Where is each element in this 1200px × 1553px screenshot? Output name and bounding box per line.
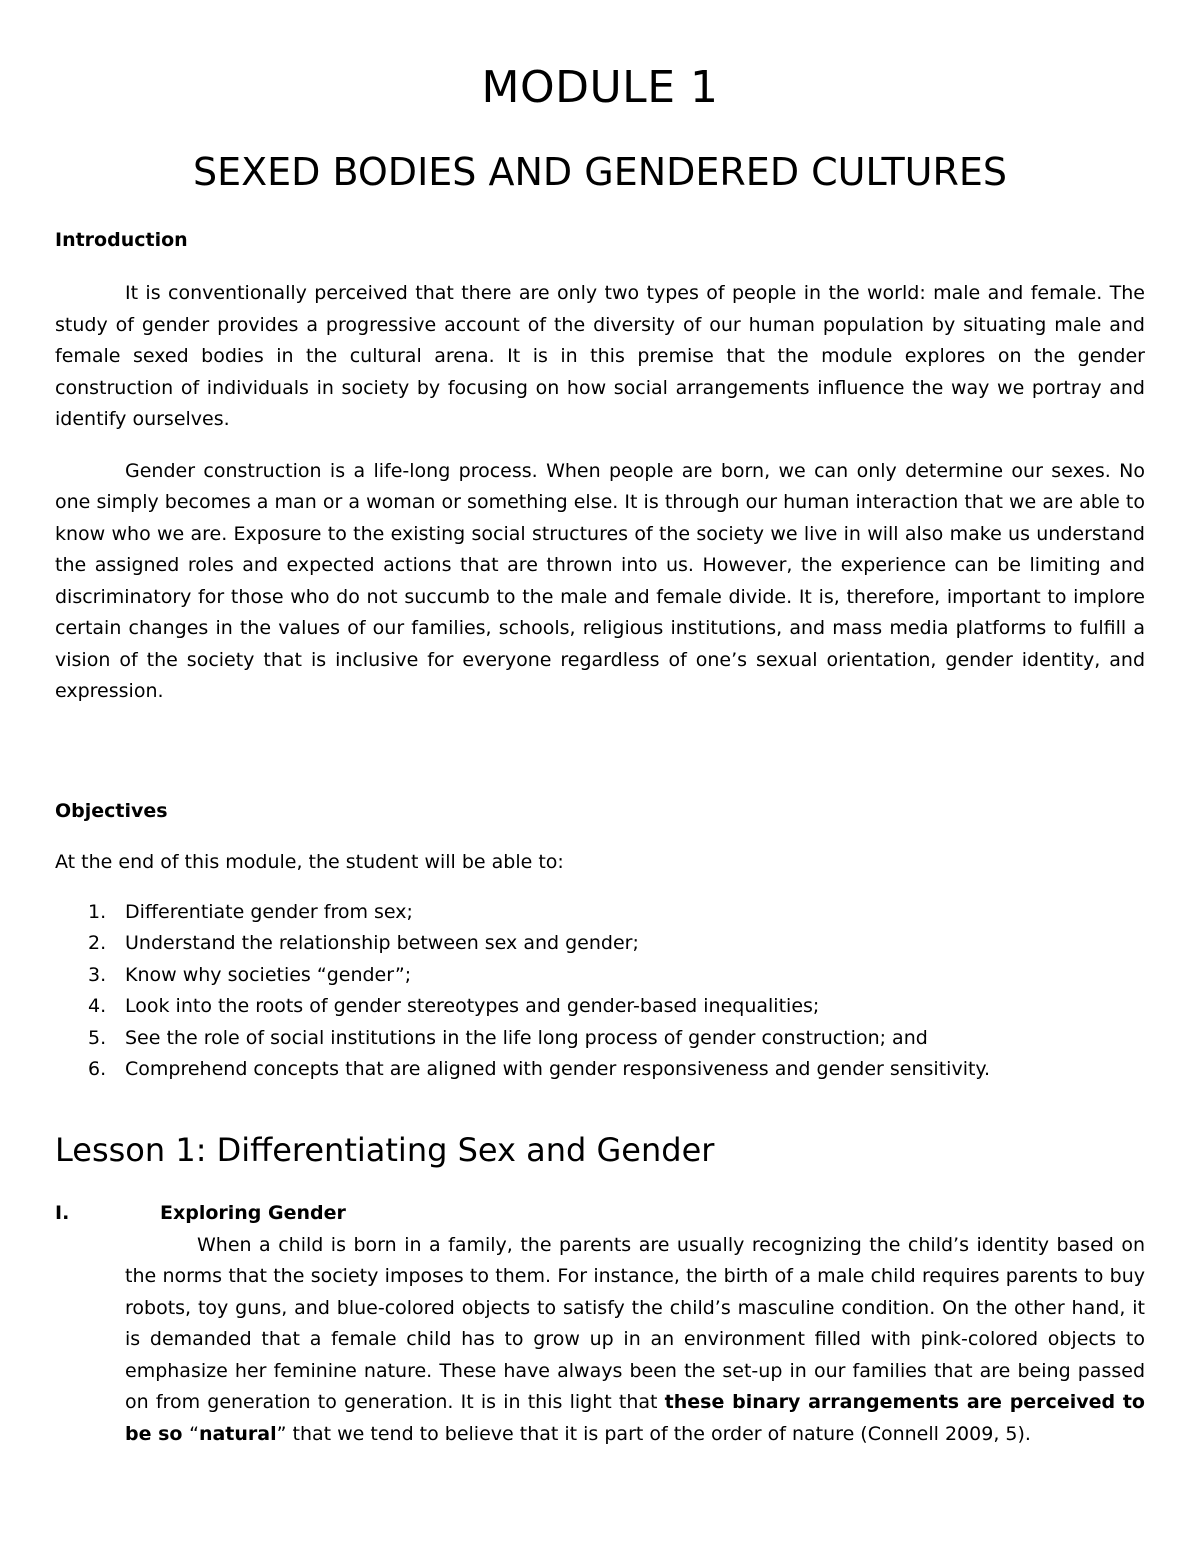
objective-number: 6.	[88, 1058, 107, 1080]
document-page	[55, 60, 1145, 1450]
lesson-section-title: Exploring Gender	[160, 1201, 346, 1224]
lesson-section-number: I.	[55, 1201, 70, 1224]
introduction-heading: Introduction	[55, 229, 188, 251]
objective-number: 3.	[88, 963, 107, 986]
objectives-lead: At the end of this module, the student will be able to:	[55, 850, 564, 873]
lesson-paragraph-quote-close: ”	[276, 1422, 287, 1445]
module-subtitle: SEXED BODIES AND GENDERED CULTURES	[192, 150, 1007, 194]
lesson-paragraph-bold-2: natural	[198, 1422, 277, 1445]
objective-number: 5.	[88, 1026, 107, 1049]
objective-text: Differentiate gender from sex;	[125, 900, 413, 923]
objective-item	[55, 1054, 1145, 1086]
objective-number: 4.	[88, 995, 107, 1017]
lesson-paragraph-text-1: When a child is born in a family, the parents are usually recognizing the child’s identity based on the norms that the society imposes to them. For instance, the birth of a male child requires parents to buy robots, toy guns, and blue-colored objects to satisfy the child’s masculine condition. On the other hand, it is demanded that a female child has to grow up in an environment filled with pink-colored objects to emphasize her feminine nature. These have always been the set-up in our families that are being passed on from generation to generation. It is in this light that	[125, 1233, 1145, 1413]
lesson-title: Lesson 1: Differentiating Sex and Gender	[55, 1130, 715, 1169]
objective-item	[55, 897, 1145, 929]
objective-text: Understand the relationship between sex and gender;	[125, 932, 639, 954]
objectives-heading: Objectives	[55, 799, 168, 822]
lesson-section-heading	[55, 1200, 1145, 1226]
objective-item	[55, 960, 1145, 992]
objective-number: 2.	[88, 932, 107, 954]
lesson-paragraph	[125, 1230, 1145, 1451]
lesson-paragraph-text-2: that we tend to believe that it is part of the order of nature (Connell 2009, 5).	[286, 1422, 1031, 1445]
objectives-list	[55, 897, 1145, 1086]
objective-number: 1.	[88, 900, 107, 923]
objective-item	[55, 991, 1145, 1023]
lesson-paragraph-quote-open: “	[189, 1422, 199, 1445]
introduction-paragraph-2: Gender construction is a life-long process. When people are born, we can only determine our sexes. No one simply becomes a man or a woman or something else. It is through our human interaction that we are able to know who we are. Exposure to the existing social structures of the society we live in will also make us understand the assigned roles and expected actions that are thrown into us. However, the experience can be limiting and discriminatory for those who do not succumb to the male and female divide. It is, therefore, important to implore certain changes in the values of our families, schools, religious institutions, and mass media platforms to fulfill a vision of the society that is inclusive for everyone regardless of one’s sexual orientation, gender identity, and expression.	[55, 459, 1145, 702]
objective-item	[55, 1023, 1145, 1055]
introduction-paragraph-1: It is conventionally perceived that there are only two types of people in the world: male and female. The study of gender provides a progressive account of the diversity of our human population by situating male and female sexed bodies in the cultural arena. It is in this premise that the module explores on the gender construction of individuals in society by focusing on how social arrangements influence the way we portray and identify ourselves.	[55, 282, 1145, 430]
objective-text: Look into the roots of gender stereotypes and gender-based inequalities;	[125, 995, 820, 1017]
module-title: MODULE 1	[481, 62, 719, 113]
objective-item	[55, 928, 1145, 960]
objective-text: Know why societies “gender”;	[125, 963, 412, 986]
lesson-paragraph-bold-1: these binary arrangements are perceived to be so	[125, 1391, 1145, 1445]
objective-text: Comprehend concepts that are aligned with gender responsiveness and gender sensitivity.	[125, 1058, 990, 1080]
objective-text: See the role of social institutions in the life long process of gender construction; and	[125, 1026, 928, 1049]
